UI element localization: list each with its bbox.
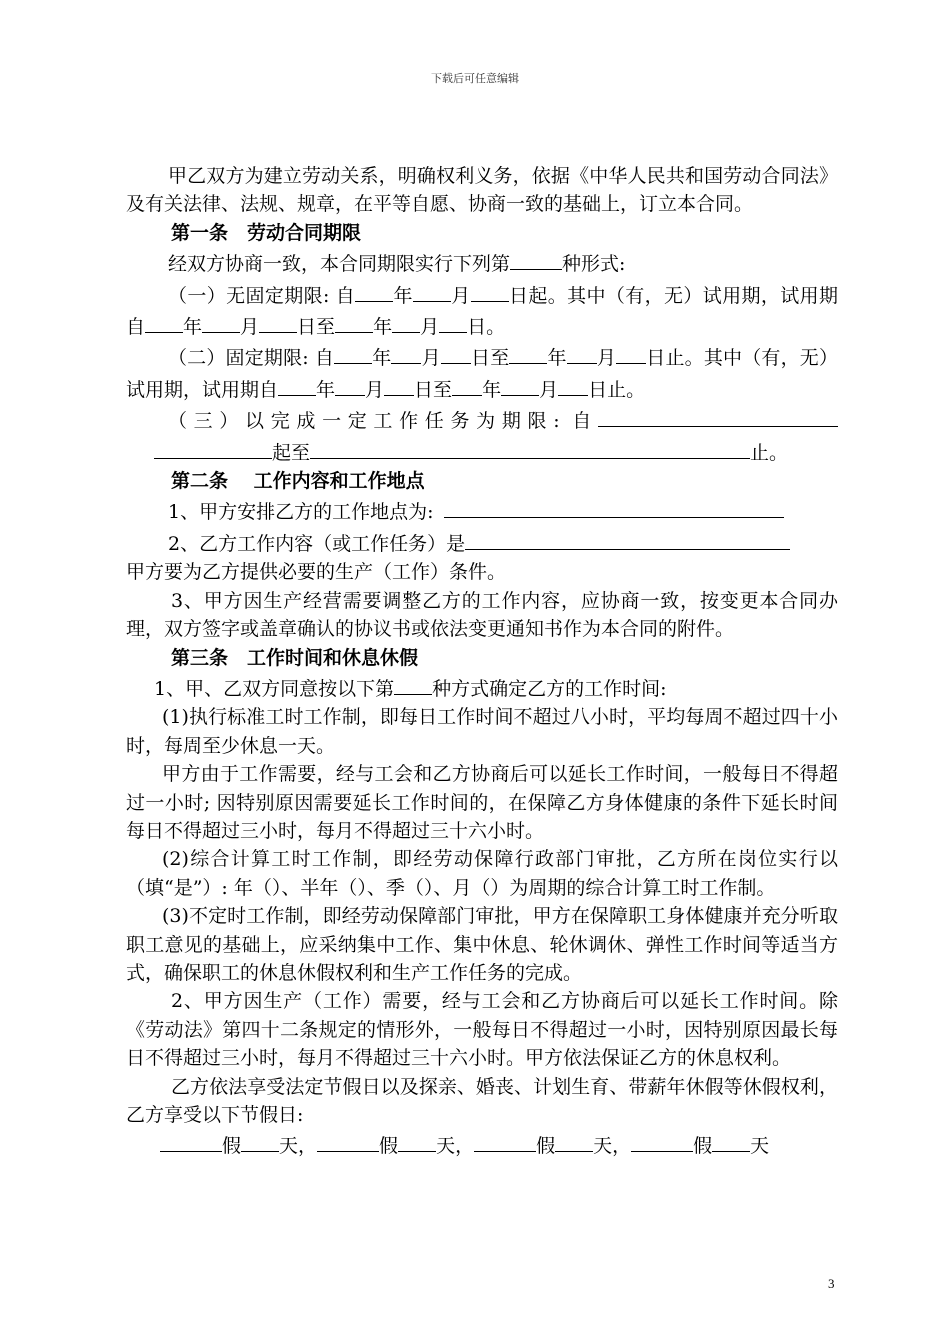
blank[interactable] bbox=[501, 373, 539, 396]
article1-option3: （三）以完成一定工作任务为期限: 自起至 止。 bbox=[126, 404, 838, 467]
blank[interactable] bbox=[555, 1129, 593, 1152]
blank[interactable] bbox=[355, 279, 393, 302]
blank[interactable] bbox=[145, 310, 183, 333]
blank[interactable] bbox=[202, 310, 240, 333]
article1-title: 第一条 劳动合同期限 bbox=[171, 221, 362, 244]
page-number: 3 bbox=[828, 1276, 835, 1291]
blank[interactable] bbox=[452, 373, 482, 396]
contract-body bbox=[126, 162, 838, 1161]
article2-item3: 3、甲方因生产经营需要调整乙方的工作内容，应协商一致，按变更本合同办理，双方签字或盖章确认的协议书或依法变更通知书作为本合同的附件。 bbox=[126, 589, 838, 641]
blank[interactable] bbox=[439, 310, 467, 333]
article1-lead: 经双方协商一致，本合同期限实行下列第 种形式: bbox=[126, 247, 838, 278]
blank[interactable] bbox=[598, 404, 838, 427]
work-content-field[interactable] bbox=[465, 527, 790, 550]
blank[interactable] bbox=[310, 436, 750, 459]
article3-p1: (1)执行标准工时工作制，即每日工作时间不超过八小时，平均每周不超过四十小时，每周至少休息一天。 bbox=[126, 706, 838, 757]
article2-title: 第二条 工作内容和工作地点 bbox=[171, 470, 425, 493]
blank[interactable] bbox=[567, 341, 597, 364]
blank[interactable] bbox=[391, 341, 421, 364]
article2-item2-tail: 甲方要为乙方提供必要的生产（工作）条件。 bbox=[126, 561, 507, 584]
page-header: 下载后可任意编辑 bbox=[431, 72, 519, 85]
blank[interactable] bbox=[335, 310, 373, 333]
article1-option2: （二）固定期限: 自 年 月 日至 年 月 日止。其中（有，无）试用期，试用期自 年 月 日至 年 月 日止。 bbox=[126, 341, 838, 404]
article2-item1: 1、甲方安排乙方的工作地点为: bbox=[126, 495, 838, 526]
article3-p3: (3)不定时工作制，即经劳动保障部门审批，甲方在保障职工身体健康并充分听取职工意见的基础上，应采纳集中工作、集中休息、轮休调休、弹性工作时间等适当方式，确保职工的休息休假权利和生产工作任务的完成。 bbox=[126, 905, 838, 984]
article3-p2: (2)综合计算工时工作制，即经劳动保障行政部门审批，乙方所在岗位实行以（填“是”）: 年（）、半年（）、季（）、月（）为周期的综合计算工时工作制。 bbox=[126, 848, 838, 899]
blank[interactable] bbox=[278, 373, 316, 396]
blank[interactable] bbox=[384, 373, 414, 396]
article2-item2: 2、乙方工作内容（或工作任务）是 bbox=[126, 527, 838, 558]
article1-option1: （一）无固定期限: 自 年 月 日起。其中（有，无）试用期，试用期自 年 月 日至 年 月 日。 bbox=[126, 279, 838, 342]
blank[interactable] bbox=[558, 373, 588, 396]
blank[interactable] bbox=[474, 1129, 536, 1152]
holiday-blanks: 假 天， 假 天， 假 天， 假 天 bbox=[126, 1129, 838, 1160]
article3-item1: 1、甲、乙双方同意按以下第 种方式确定乙方的工作时间: bbox=[126, 672, 838, 703]
blank[interactable] bbox=[398, 1129, 436, 1152]
blank[interactable] bbox=[712, 1129, 750, 1152]
blank[interactable] bbox=[154, 436, 272, 459]
blank[interactable] bbox=[631, 1129, 693, 1152]
blank[interactable] bbox=[441, 341, 471, 364]
hours-method-blank[interactable] bbox=[394, 672, 432, 695]
article3-p4: 乙方依法享受法定节假日以及探亲、婚丧、计划生育、带薪年休假等休假权利，乙方享受以下节假日: bbox=[126, 1075, 838, 1126]
blank[interactable] bbox=[413, 279, 451, 302]
article3-title: 第三条 工作时间和休息休假 bbox=[171, 646, 419, 669]
form-number-blank[interactable] bbox=[510, 247, 562, 270]
blank[interactable] bbox=[616, 341, 646, 364]
blank[interactable] bbox=[241, 1129, 279, 1152]
blank[interactable] bbox=[259, 310, 297, 333]
blank[interactable] bbox=[471, 279, 509, 302]
blank[interactable] bbox=[160, 1129, 222, 1152]
blank[interactable] bbox=[334, 341, 372, 364]
article3-p1b: 甲方由于工作需要，经与工会和乙方协商后可以延长工作时间，一般每日不得超过一小时; 因特别原因需要延长工作时间的，在保障乙方身体健康的条件下延长时间每日不得超过三小时，每月不得超过三十六小时。 bbox=[126, 763, 838, 842]
blank[interactable] bbox=[509, 341, 547, 364]
work-location-field[interactable] bbox=[444, 495, 784, 518]
blank[interactable] bbox=[392, 310, 420, 333]
blank[interactable] bbox=[317, 1129, 379, 1152]
article3-item2: 2、甲方因生产（工作）需要，经与工会和乙方协商后可以延长工作时间。除《劳动法》第四十二条规定的情形外，一般每日不得超过一小时，因特别原因最长每日不得超过三小时，每月不得超过三十六小时。甲方依法保证乙方的休息权利。 bbox=[126, 990, 838, 1070]
blank[interactable] bbox=[335, 373, 365, 396]
intro-paragraph: 甲乙双方为建立劳动关系，明确权利义务，依据《中华人民共和国劳动合同法》及有关法律、法规、规章，在平等自愿、协商一致的基础上，订立本合同。 bbox=[126, 165, 838, 216]
